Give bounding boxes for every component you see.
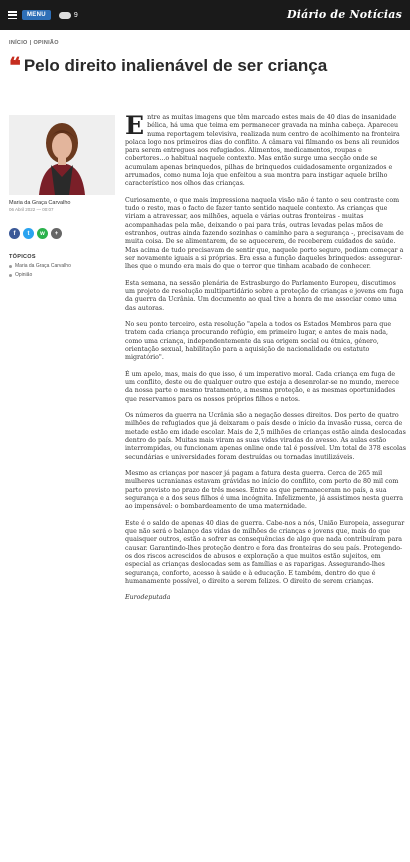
author-name[interactable]: Maria da Graça Carvalho (9, 200, 71, 206)
author-photo (9, 115, 115, 195)
twitter-icon[interactable]: t (23, 228, 34, 239)
article-paragraph: Este é o saldo de apenas 40 dias de guerra. Cabe-nos a nós, União Europeia, assegurar que não será o balanço das vidas de milhões de crianças e jovens que, mais do que quaisquer outros, estão a sofrer as consequências de algo que nada contribuíram para causar. Garantindo-lhes proteção dentro e fora das fronteiras do seu país. Protegendo-os dos riscos acrescidos de abusos e exploração a que muitos estão sujeitos, em especial as crianças deslocadas sem as famílias e as raparigas. Assegurando-lhes segurança, conforto, acesso à saúde e à educação. E também, dentro do que é humanamente possível, o direito a serem felizes. O direito de serem crianças. (125, 519, 405, 585)
topic-item[interactable]: Opinião (9, 272, 71, 278)
hamburger-icon[interactable] (8, 11, 17, 19)
share-buttons (9, 228, 62, 239)
article-title (9, 53, 404, 79)
author-signature: Eurodeputada (125, 594, 171, 602)
facebook-icon[interactable]: f (9, 228, 20, 239)
temperature: 9 (73, 11, 78, 19)
quote-mark-icon: ❝ (9, 53, 21, 79)
publish-date: 06 Abril 2022 — 00:07 (9, 207, 54, 212)
article-paragraph: No seu ponto terceiro, esta resolução "apela a todos os Estados Membros para que tratem cada criança procurando refúgio, em primeiro lugar, e antes de mais nada, como uma criança, independentemente da sua origem social ou étnica, género, orientação sexual, habilitação para a aquisição de nacionalidade ou estatuto migratório". (125, 321, 392, 362)
menu-button[interactable]: MENU (22, 10, 51, 20)
topics-heading: TÓPICOS (9, 254, 36, 260)
site-logo[interactable]: Diário de Notícias (287, 8, 402, 21)
article-paragraph: Mesmo as crianças por nascer já pagam a fatura desta guerra. Cerca de 265 mil mulheres ucranianas estavam grávidas no início do conflito, com perto de 80 mil com parto previsto no prazo de três meses. Entre as que permaneceram no país, a sua segurança e a dos seus filhos é uma incógnita. Infelizmente, já assistimos nesta guerra ao impensável: o bombardeamento de uma maternidade. (125, 470, 404, 511)
article-paragraph: Curiosamente, o que mais impressiona naquela visão não é tanto o seu contraste com tudo o resto, mas o facto de fazer tanto sentido naquele contexto. As crianças que viriam a atravessar, aos milhões, aquela e várias outras fronteiras - muitas acompanhadas pela mãe, deixando o pai para trás, outras levadas pelas mãos de estranhos, outras ainda fazendo sozinhas o caminho para a segurança -, precisavam de muita coisa. De se alimentarem, de se aquecerem, de receberem cuidados de saúde. Mas acima de tudo precisavam de sentir que, naquele porto seguro, podiam começar a ser novamente iguais a si próprias. Era essa a função daqueles brinquedos: assegurar-lhes que o mundo era mais do que o terror que tinham acabado de conhecer. (125, 196, 404, 271)
whatsapp-icon[interactable]: w (37, 228, 48, 239)
breadcrumb-home[interactable]: INÍCIO (9, 40, 28, 46)
article-paragraph: É um apelo, mas, mais do que isso, é um imperativo moral. Cada criança em fuga de um conflito, deste ou de qualquer outro que esteja a desenrolar-se no mundo, merece da nossa parte o mesmo tratamento, a mesma proteção, e as mesmas oportunidades que reservamos para os nossos próprios filhos e netos. (125, 370, 400, 403)
topics-list (9, 263, 71, 281)
top-navigation-bar (0, 0, 410, 30)
breadcrumb: INÍCIO | OPINIÃO (9, 40, 59, 46)
drop-cap: E (125, 111, 145, 140)
cloud-icon (59, 12, 71, 19)
topic-item[interactable]: Maria da Graça Carvalho (9, 263, 71, 269)
article-body (125, 111, 406, 611)
article-paragraph (125, 111, 406, 189)
article-paragraph: Esta semana, na sessão plenária de Estrasburgo do Parlamento Europeu, discutimos um projeto de resolução multipartidário sobre a proteção de crianças e jovens em fuga da guerra da Ucrânia. Um documento ao qual tive a honra de me associar como uma das autoras. (125, 279, 404, 312)
weather-widget[interactable] (59, 12, 78, 19)
breadcrumb-section[interactable]: OPINIÃO (33, 40, 59, 46)
more-share-icon[interactable]: + (51, 228, 62, 239)
article-paragraph: Os números da guerra na Ucrânia são a negação desses direitos. Dos perto de quatro milhões de refugiados que já deixaram o país desde o início da invasão russa, cerca de metade estão em idade escolar. Mais de 2,5 milhões de crianças estão ainda deslocadas dentro do país. Muitas mais viram as suas vidas viradas do avesso. As aulas estão interrompidas, ou funcionam apenas online onde tal é possível. Um total de 378 escolas secundárias e universidades foram destruídas ou tornadas inutilizáveis. (125, 412, 406, 461)
article-title-text: Pelo direito inalienável de ser criança (23, 56, 328, 75)
paragraph-text: ntre as muitas imagens que têm marcado estes mais de 40 dias de insanidade bélica, há uma que teima em permanecer gravada na minha cabeça. Apareceu numa reportagem televisiva, realizada num centro de acolhimento na fronteira polaca logo nos primeiros dias do conflito. A câmara vai filmando os bens ali reunidos para serem entregues aos refugiados. Alimentos, medicamentos, roupas e cobertores...o habitual naquele contexto. Mas então surge uma secção onde se acumulam apenas brinquedos, pilhas de brinquedos cuidadosamente organizados e arrumados, como numa loja que enfeitou a sua montra para instigar aquele brilho característico nos olhos das crianças. (125, 114, 400, 188)
